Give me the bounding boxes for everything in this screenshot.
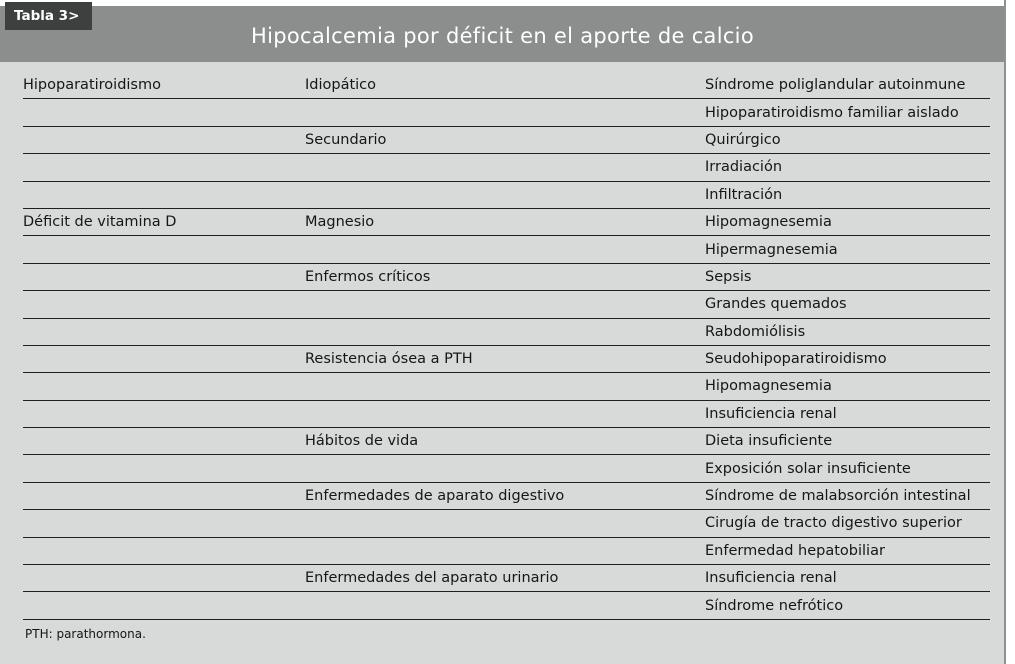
cell-cause: Enfermedad hepatobiliar — [705, 537, 990, 564]
table-row — [23, 318, 990, 345]
cell-category — [23, 428, 305, 455]
causes-table — [23, 72, 990, 620]
table-body — [0, 62, 1005, 664]
cell-cause: Infiltración — [705, 181, 990, 208]
cell-subcategory — [305, 592, 705, 619]
table-row — [23, 565, 990, 592]
table-row — [23, 428, 990, 455]
cell-cause: Hipoparatiroidismo familiar aislado — [705, 99, 990, 126]
cell-category: Déficit de vitamina D — [23, 208, 305, 235]
table-row — [23, 126, 990, 153]
cell-subcategory — [305, 455, 705, 482]
cell-cause: Quirúrgico — [705, 126, 990, 153]
table-header-band — [0, 6, 1005, 62]
cell-category — [23, 345, 305, 372]
cell-subcategory — [305, 291, 705, 318]
table-row — [23, 592, 990, 619]
cell-category — [23, 373, 305, 400]
table-row — [23, 400, 990, 427]
cell-subcategory — [305, 99, 705, 126]
cell-category — [23, 537, 305, 564]
cell-subcategory: Secundario — [305, 126, 705, 153]
cell-subcategory: Magnesio — [305, 208, 705, 235]
cell-subcategory: Hábitos de vida — [305, 428, 705, 455]
cell-subcategory — [305, 537, 705, 564]
cell-cause: Síndrome de malabsorción intestinal — [705, 482, 990, 509]
cell-category — [23, 482, 305, 509]
table-row — [23, 537, 990, 564]
cell-category — [23, 181, 305, 208]
cell-subcategory — [305, 181, 705, 208]
cell-cause: Sepsis — [705, 263, 990, 290]
cell-cause: Hipomagnesemia — [705, 373, 990, 400]
table-row — [23, 345, 990, 372]
cell-category — [23, 318, 305, 345]
cell-cause: Grandes quemados — [705, 291, 990, 318]
causes-table-rows — [23, 72, 990, 619]
cell-cause: Síndrome poliglandular autoinmune — [705, 72, 990, 99]
table-row — [23, 99, 990, 126]
cell-subcategory: Enfermedades de aparato digestivo — [305, 482, 705, 509]
table-number-tab — [5, 2, 92, 30]
cell-category — [23, 592, 305, 619]
cell-subcategory — [305, 154, 705, 181]
cell-cause: Rabdomiólisis — [705, 318, 990, 345]
cell-cause: Insuficiencia renal — [705, 400, 990, 427]
table-row — [23, 291, 990, 318]
cell-cause: Irradiación — [705, 154, 990, 181]
table-row — [23, 263, 990, 290]
cell-cause: Seudohipoparatiroidismo — [705, 345, 990, 372]
table-footnote: PTH: parathormona. — [25, 626, 146, 641]
cell-category — [23, 565, 305, 592]
cell-category — [23, 400, 305, 427]
table-row — [23, 72, 990, 99]
table-row — [23, 455, 990, 482]
cell-subcategory: Enfermedades del aparato urinario — [305, 565, 705, 592]
table-row — [23, 236, 990, 263]
cell-category — [23, 455, 305, 482]
cell-category — [23, 126, 305, 153]
cell-subcategory — [305, 236, 705, 263]
cell-subcategory: Enfermos críticos — [305, 263, 705, 290]
table-row — [23, 154, 990, 181]
cell-subcategory: Resistencia ósea a PTH — [305, 345, 705, 372]
cell-category — [23, 510, 305, 537]
table-row — [23, 482, 990, 509]
cell-cause: Cirugía de tracto digestivo superior — [705, 510, 990, 537]
table-row — [23, 373, 990, 400]
table-row — [23, 208, 990, 235]
cell-cause: Insuficiencia renal — [705, 565, 990, 592]
cell-category — [23, 99, 305, 126]
page-edge-line — [1004, 0, 1006, 664]
cell-subcategory — [305, 318, 705, 345]
cell-cause: Exposición solar insuficiente — [705, 455, 990, 482]
table-row — [23, 181, 990, 208]
cell-category — [23, 154, 305, 181]
cell-subcategory — [305, 510, 705, 537]
cell-category: Hipoparatiroidismo — [23, 72, 305, 99]
table-number-label: Tabla 3> — [14, 8, 80, 24]
cell-category — [23, 236, 305, 263]
cell-category — [23, 263, 305, 290]
cell-cause: Hipermagnesemia — [705, 236, 990, 263]
table-row — [23, 510, 990, 537]
cell-cause: Hipomagnesemia — [705, 208, 990, 235]
cell-subcategory — [305, 400, 705, 427]
cell-category — [23, 291, 305, 318]
cell-cause: Síndrome nefrótico — [705, 592, 990, 619]
cell-subcategory: Idiopático — [305, 72, 705, 99]
table-title: Hipocalcemia por déficit en el aporte de calcio — [251, 23, 754, 48]
cell-cause: Dieta insuficiente — [705, 428, 990, 455]
cell-subcategory — [305, 373, 705, 400]
